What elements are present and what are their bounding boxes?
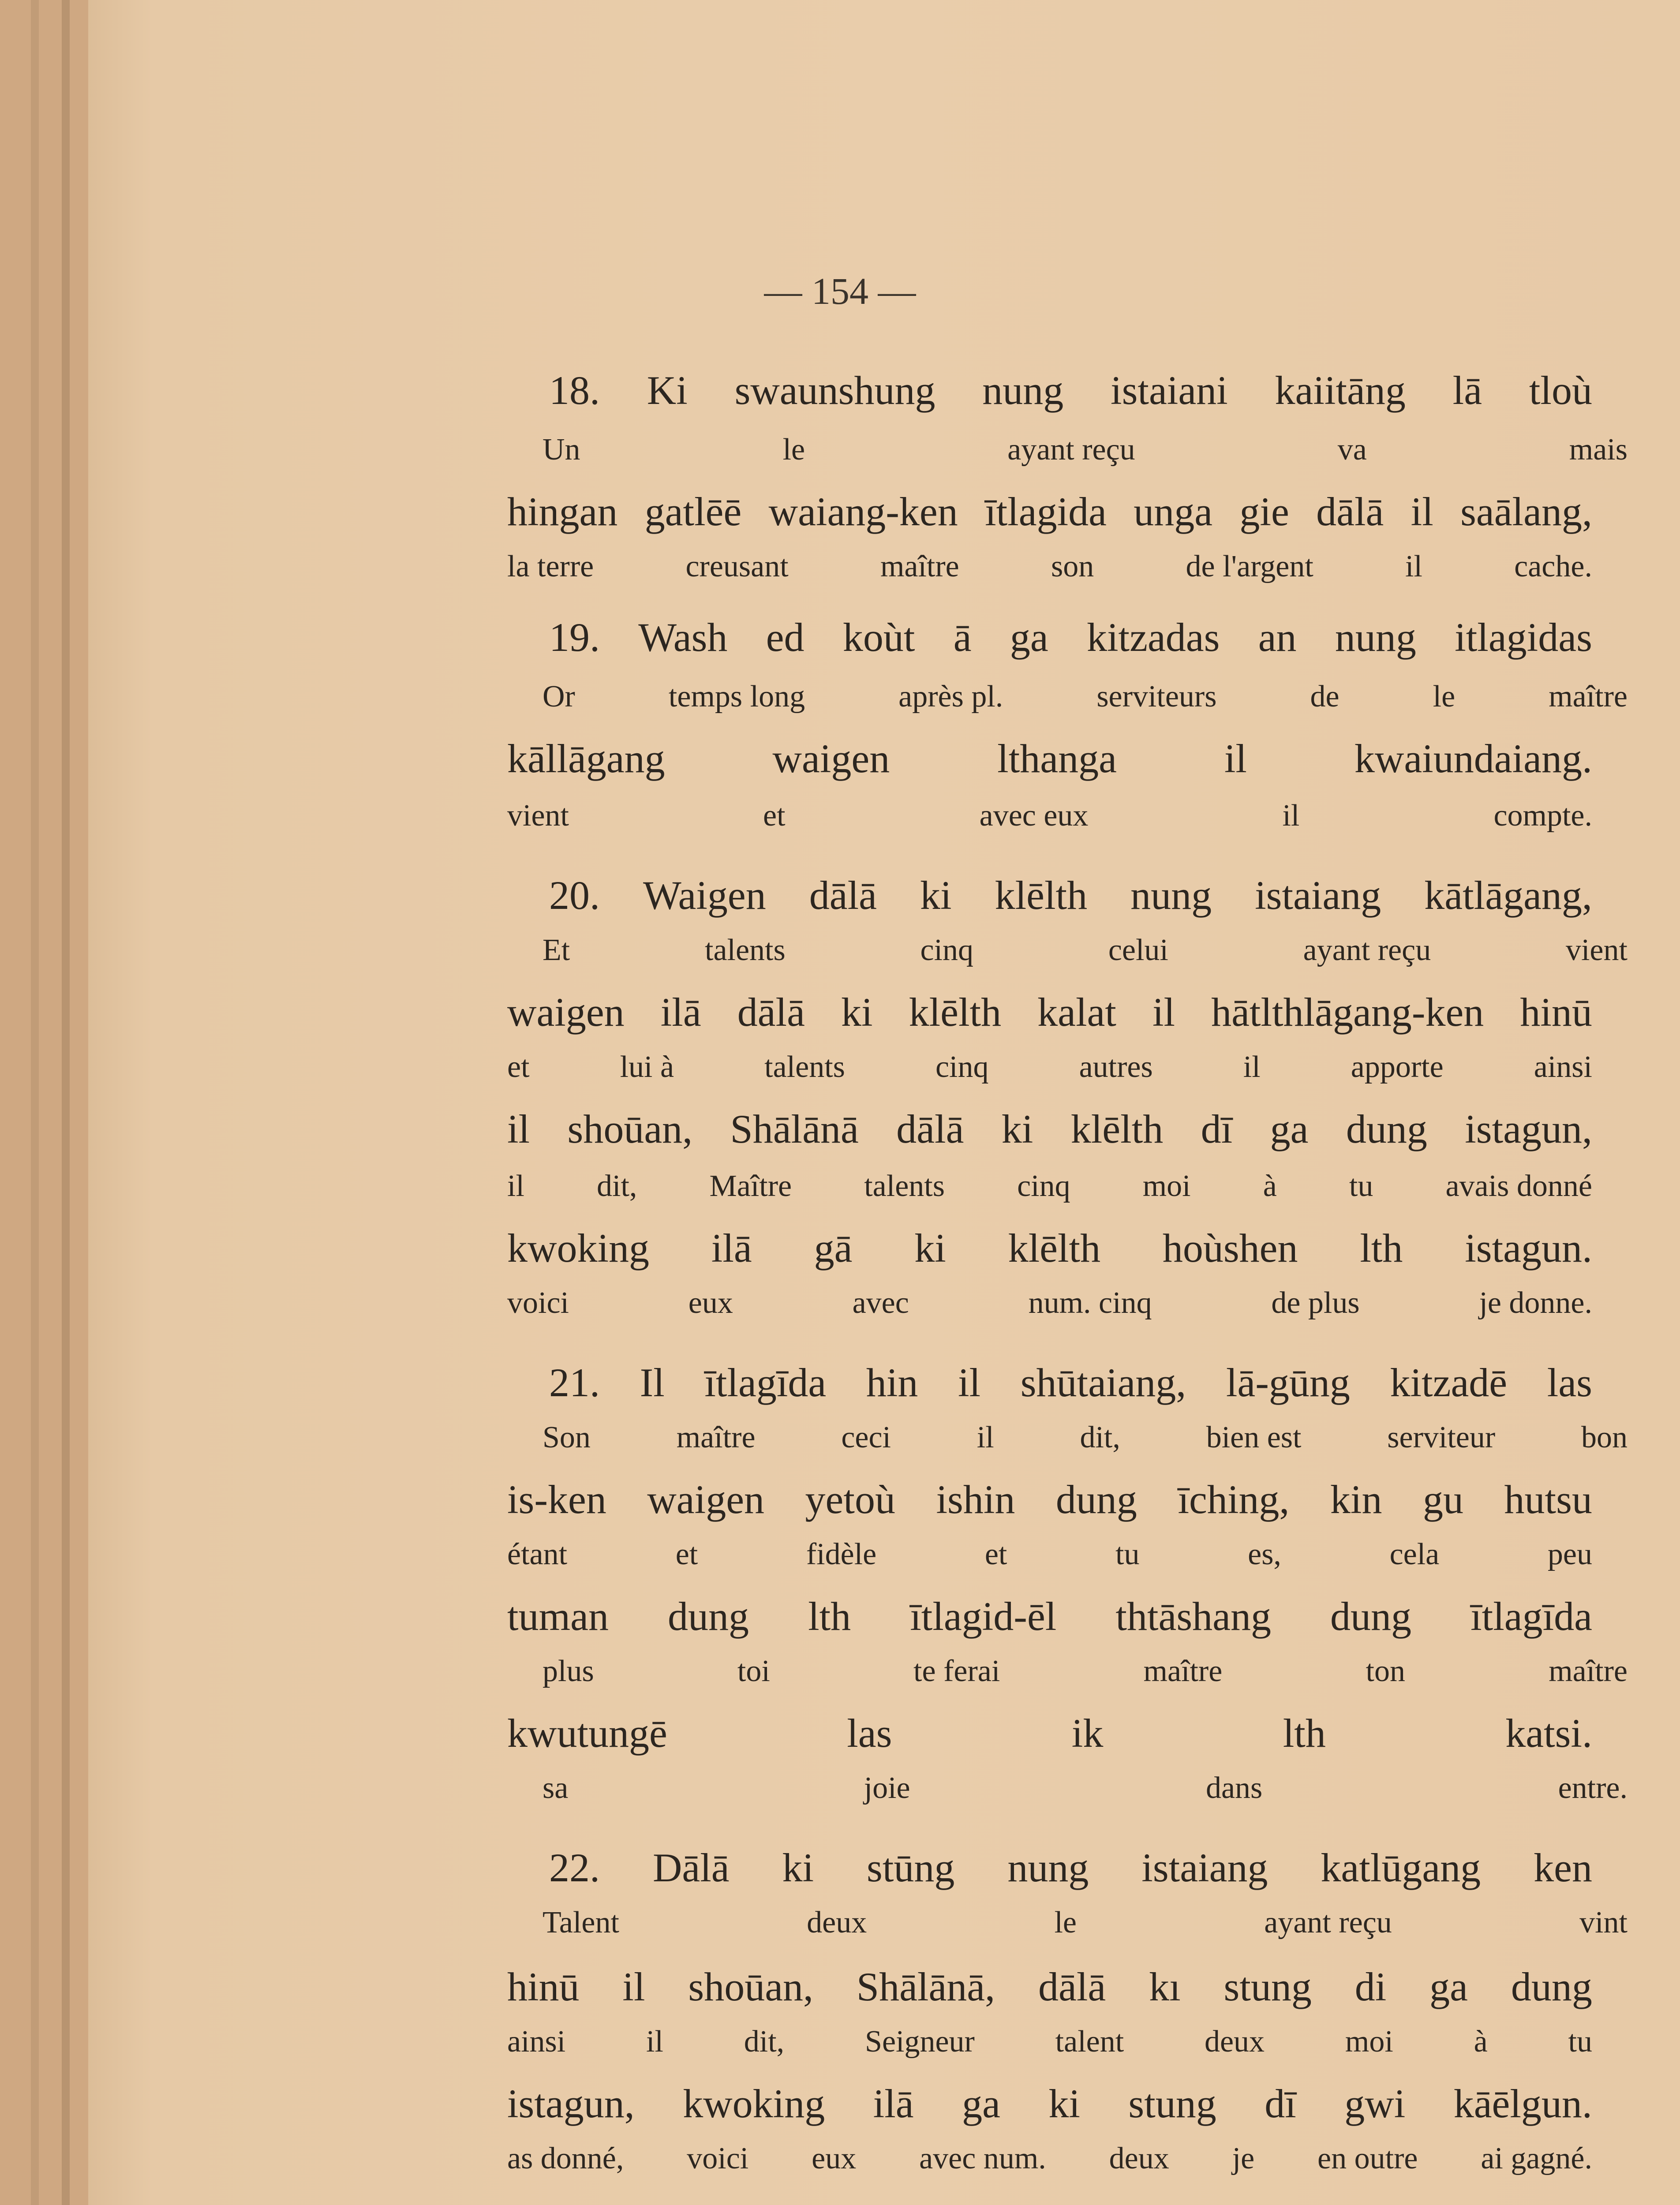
gloss-word: talents [864,1169,945,1203]
gloss-word: serviteurs [1096,680,1217,714]
haida-word: ki [1048,2081,1080,2126]
haida-line [507,1709,1592,1757]
haida-word: dālā [896,1106,964,1151]
haida-word: hinū [1520,990,1592,1035]
gloss-word: deux [1109,2141,1169,2175]
gloss-word: dit, [597,1169,637,1203]
haida-word: waiang-ken [768,489,958,534]
gloss-word: avais donné [1445,1169,1592,1203]
gloss-word: Maître [709,1169,792,1203]
haida-word: klēlth [1008,1226,1101,1271]
gloss-word: vint [1579,1906,1628,1940]
haida-line [549,1843,1592,1892]
gloss-word: le [1054,1906,1077,1940]
haida-word: kwoking [507,1226,649,1271]
haida-word: dālā [1316,489,1384,534]
haida-word: istagun. [1465,1226,1592,1271]
haida-word: ītlagida [985,489,1107,534]
haida-line [507,1475,1592,1524]
haida-word: hutsu [1504,1477,1592,1522]
gloss-word: je donne. [1479,1286,1592,1320]
haida-word: lthanga [997,736,1117,781]
haida-word: ed [766,615,804,660]
haida-word: shūtaiang, [1020,1360,1186,1405]
gloss-word: étant [507,1537,568,1571]
gloss-word: fidèle [806,1537,877,1571]
gloss-word: tu [1568,2025,1592,2059]
french-gloss-line [507,1418,1632,1458]
haida-word: kāllāgang [507,736,665,781]
gloss-word: maître [1143,1654,1223,1688]
gloss-word: avec num. [919,2141,1046,2175]
page-edge-shadow [31,0,39,2205]
haida-word: is-ken [507,1477,606,1522]
haida-word: ki [1001,1106,1033,1151]
haida-word: klēlth [995,873,1088,918]
haida-word: gu [1423,1477,1463,1522]
gloss-word: voici [687,2141,749,2175]
gloss-word: vient [1565,933,1628,967]
haida-word: koùt [842,615,915,660]
haida-word: gie [1239,489,1289,534]
gloss-word: cinq [920,933,974,967]
haida-word: ītlagid-ēl [910,1594,1057,1639]
haida-word: waigen [772,736,890,781]
french-gloss-line [507,1652,1632,1691]
haida-word: istagun, [507,2081,635,2126]
haida-word: 22. [549,1845,600,1890]
haida-word: dī [1265,2081,1296,2126]
gloss-word: à [1474,2025,1488,2059]
gloss-word: voici [507,1286,569,1320]
gloss-word: mais [1569,433,1628,467]
french-gloss-line [507,1283,1592,1323]
french-gloss-line [507,1166,1592,1206]
haida-word: ilā [873,2081,914,2126]
haida-word: ītlagīda [1470,1594,1592,1639]
haida-line [507,487,1592,536]
page-number: — 154 — [764,270,916,312]
gloss-word: plus [543,1654,594,1688]
haida-word: ilā [660,990,701,1035]
haida-line [507,2079,1592,2128]
gloss-word: num. cinq [1028,1286,1152,1320]
gloss-word: dans [1205,1771,1263,1805]
haida-word: istaiani [1111,368,1228,413]
haida-word: shoūan, [688,1964,814,2009]
gloss-word: es, [1248,1537,1281,1571]
haida-word: dung [1511,1964,1592,2009]
gloss-word: as donné, [507,2141,624,2175]
haida-word: kwoking [683,2081,825,2126]
gloss-word: son [1051,549,1094,583]
gloss-word: tu [1349,1169,1373,1203]
haida-word: dālā [737,990,805,1035]
gloss-word: bon [1581,1420,1628,1454]
gloss-word: Seigneur [865,2025,975,2059]
haida-word: hoùshen [1162,1226,1298,1271]
haida-word: saālang, [1460,489,1592,534]
haida-word: ishin [936,1477,1015,1522]
french-gloss-line [507,1903,1632,1943]
haida-word: las [847,1711,892,1756]
haida-word: waigen [647,1477,765,1522]
haida-word: an [1258,615,1297,660]
gloss-word: compte. [1493,799,1592,833]
haida-word: lā [1452,368,1482,413]
gloss-word: le [1433,680,1456,714]
french-gloss-line [507,931,1632,970]
gloss-word: tu [1115,1537,1140,1571]
haida-word: kalat [1037,990,1116,1035]
gloss-word: de l'argent [1186,549,1313,583]
gloss-word: il [1282,799,1300,833]
gloss-word: il [1243,1050,1261,1084]
haida-word: lā-gūng [1226,1360,1350,1405]
gloss-word: avec eux [979,799,1089,833]
haida-word: kātlāgang, [1424,873,1592,918]
haida-word: gwi [1344,2081,1406,2126]
gloss-word: temps long [668,680,805,714]
french-gloss-line [507,1047,1592,1087]
gloss-word: vient [507,799,569,833]
gloss-word: maître [1549,1654,1628,1688]
gloss-word: joie [864,1771,910,1805]
haida-line [507,734,1592,783]
gloss-word: eux [812,2141,857,2175]
haida-word: ga [962,2081,1000,2126]
haida-word: unga [1134,489,1213,534]
gloss-word: ayant reçu [1264,1906,1392,1940]
haida-word: dī [1201,1106,1233,1151]
haida-word: ken [1534,1845,1592,1890]
haida-word: Waigen [643,873,766,918]
gloss-word: celui [1108,933,1168,967]
haida-word: Il [640,1360,665,1405]
haida-word: ilā [711,1226,752,1271]
gloss-word: lui à [620,1050,674,1084]
gloss-word: apporte [1351,1050,1444,1084]
haida-word: kitzadas [1086,615,1220,660]
haida-word: stūng [867,1845,955,1890]
gloss-word: cinq [935,1050,989,1084]
haida-word: stung [1224,1964,1312,2009]
haida-word: il [622,1964,645,2009]
gloss-word: ayant reçu [1007,433,1135,467]
haida-line [507,1592,1592,1641]
haida-word: ki [914,1226,946,1271]
haida-word: las [1547,1360,1592,1405]
haida-word: dālā [1038,1964,1106,2009]
haida-word: klēlth [909,990,1002,1035]
gloss-word: talent [1055,2025,1124,2059]
haida-word: il [1411,489,1433,534]
gloss-word: peu [1547,1537,1592,1571]
haida-word: il [958,1360,981,1405]
haida-word: lth [808,1594,851,1639]
gloss-word: toi [737,1654,770,1688]
haida-line [507,1962,1592,2011]
haida-word: kwutungē [507,1711,667,1756]
gloss-word: de plus [1271,1286,1360,1320]
gloss-word: il [646,2025,663,2059]
haida-word: Shālānā, [856,1964,995,2009]
gloss-word: deux [1204,2025,1265,2059]
haida-word: ga [1429,1964,1468,2009]
gloss-word: maître [676,1420,756,1454]
gloss-word: en outre [1317,2141,1418,2175]
haida-word: klēlth [1070,1106,1164,1151]
gloss-word: deux [807,1906,867,1940]
gloss-word: la terre [507,549,594,583]
gloss-word: creusant [685,549,789,583]
gloss-word: il [977,1420,994,1454]
haida-word: lth [1360,1226,1403,1271]
gloss-word: Talent [543,1906,619,1940]
haida-word: nung [1130,873,1212,918]
gloss-word: à [1263,1169,1277,1203]
haida-word: yetoù [805,1477,895,1522]
gloss-word: serviteur [1387,1420,1496,1454]
french-gloss-line [507,430,1632,470]
french-gloss-line [507,2022,1592,2062]
haida-word: il [507,1106,530,1151]
haida-line [549,1358,1592,1407]
haida-word: dung [1330,1594,1412,1639]
haida-word: thtāshang [1115,1594,1271,1639]
haida-word: īching, [1178,1477,1290,1522]
haida-word: shoūan, [567,1106,693,1151]
gloss-word: dit, [744,2025,785,2059]
haida-word: dung [668,1594,749,1639]
haida-word: 21. [549,1360,600,1405]
gloss-word: te ferai [913,1654,1000,1688]
haida-word: hin [866,1360,918,1405]
gloss-word: et [984,1537,1007,1571]
gloss-word: ton [1366,1654,1405,1688]
haida-word: swaunshung [734,368,935,413]
haida-line [507,988,1592,1036]
haida-word: dung [1055,1477,1137,1522]
gloss-word: et [507,1050,530,1084]
gloss-word: cela [1389,1537,1440,1571]
haida-line [549,366,1592,415]
french-gloss-line [507,796,1592,836]
haida-word: 18. [549,368,600,413]
haida-word: gatlēē [644,489,742,534]
haida-line [549,613,1592,662]
french-gloss-line [507,2139,1592,2179]
gloss-word: et [675,1537,698,1571]
haida-word: ā [953,615,972,660]
haida-word: di [1354,1964,1387,2009]
gloss-word: sa [543,1771,569,1805]
haida-word: nung [982,368,1064,413]
gloss-word: entre. [1558,1771,1628,1805]
haida-word: hinū [507,1964,580,2009]
gloss-word: talents [764,1050,845,1084]
haida-word: Shālānā [730,1106,859,1151]
french-gloss-line [507,547,1592,587]
haida-word: katlūgang [1321,1845,1481,1890]
gloss-word: ceci [841,1420,891,1454]
gloss-word: cache. [1514,549,1592,583]
haida-word: itlagidas [1455,615,1592,660]
gloss-word: de [1310,680,1340,714]
haida-word: nung [1007,1845,1089,1890]
gloss-word: autres [1079,1050,1153,1084]
haida-word: ki [782,1845,814,1890]
haida-word: stung [1128,2081,1216,2126]
gloss-word: maître [880,549,959,583]
haida-word: ki [920,873,952,918]
haida-word: kaiitāng [1275,368,1406,413]
haida-word: waigen [507,990,625,1035]
gloss-word: ainsi [507,2025,566,2059]
haida-word: hātlthlāgang-ken [1211,990,1484,1035]
gloss-word: ayant reçu [1303,933,1431,967]
haida-word: katsi. [1505,1711,1592,1756]
french-gloss-line [507,677,1632,717]
haida-word: ga [1270,1106,1309,1151]
gloss-word: il [1405,549,1422,583]
haida-word: nung [1335,615,1416,660]
haida-word: ga [1010,615,1048,660]
haida-word: kwaiundaiang. [1354,736,1592,781]
haida-word: lth [1283,1711,1326,1756]
haida-word: tloù [1529,368,1592,413]
haida-word: hingan [507,489,618,534]
haida-word: 19. [549,615,600,660]
haida-word: ītlagīda [704,1360,827,1405]
page-edge-shadow [62,0,70,2205]
gloss-word: ai gagné. [1481,2141,1592,2175]
haida-line [549,871,1592,919]
haida-word: Wash [638,615,728,660]
haida-word: Ki [647,368,688,413]
gloss-word: talents [705,933,786,967]
haida-word: kitzadē [1390,1360,1508,1405]
gloss-word: dit, [1080,1420,1120,1454]
gloss-word: après pl. [898,680,1003,714]
gloss-word: et [763,799,786,833]
gloss-word: Et [543,933,570,967]
haida-word: il [1224,736,1247,781]
gloss-word: eux [688,1286,733,1320]
gloss-word: maître [1549,680,1628,714]
haida-word: dung [1346,1106,1427,1151]
gloss-word: cinq [1017,1169,1070,1203]
haida-word: istaiang [1255,873,1381,918]
haida-word: kin [1330,1477,1382,1522]
gloss-word: ainsi [1534,1050,1592,1084]
gloss-word: Un [543,433,580,467]
haida-word: kı [1149,1964,1181,2009]
gloss-word: je [1232,2141,1255,2175]
haida-word: dālā [809,873,877,918]
gloss-word: moi [1345,2025,1393,2059]
french-gloss-line [507,1768,1632,1808]
haida-word: Dālā [652,1845,730,1890]
haida-word: 20. [549,873,600,918]
haida-word: gā [814,1226,853,1271]
gloss-word: Or [543,680,575,714]
gloss-word: avec [852,1286,909,1320]
haida-word: istaiang [1141,1845,1268,1890]
gloss-word: Son [543,1420,591,1454]
gloss-word: le [782,433,805,467]
gloss-word: il [507,1169,524,1203]
haida-word: kāēlgun. [1453,2081,1592,2126]
gloss-word: moi [1142,1169,1191,1203]
french-gloss-line [507,1535,1592,1574]
gloss-word: bien est [1206,1420,1302,1454]
haida-word: ki [841,990,873,1035]
haida-line [507,1105,1592,1153]
haida-word: il [1152,990,1175,1035]
haida-line [507,1224,1592,1272]
haida-word: istagun, [1465,1106,1592,1151]
gloss-word: va [1337,433,1367,467]
haida-word: tuman [507,1594,609,1639]
haida-word: ik [1071,1711,1104,1756]
